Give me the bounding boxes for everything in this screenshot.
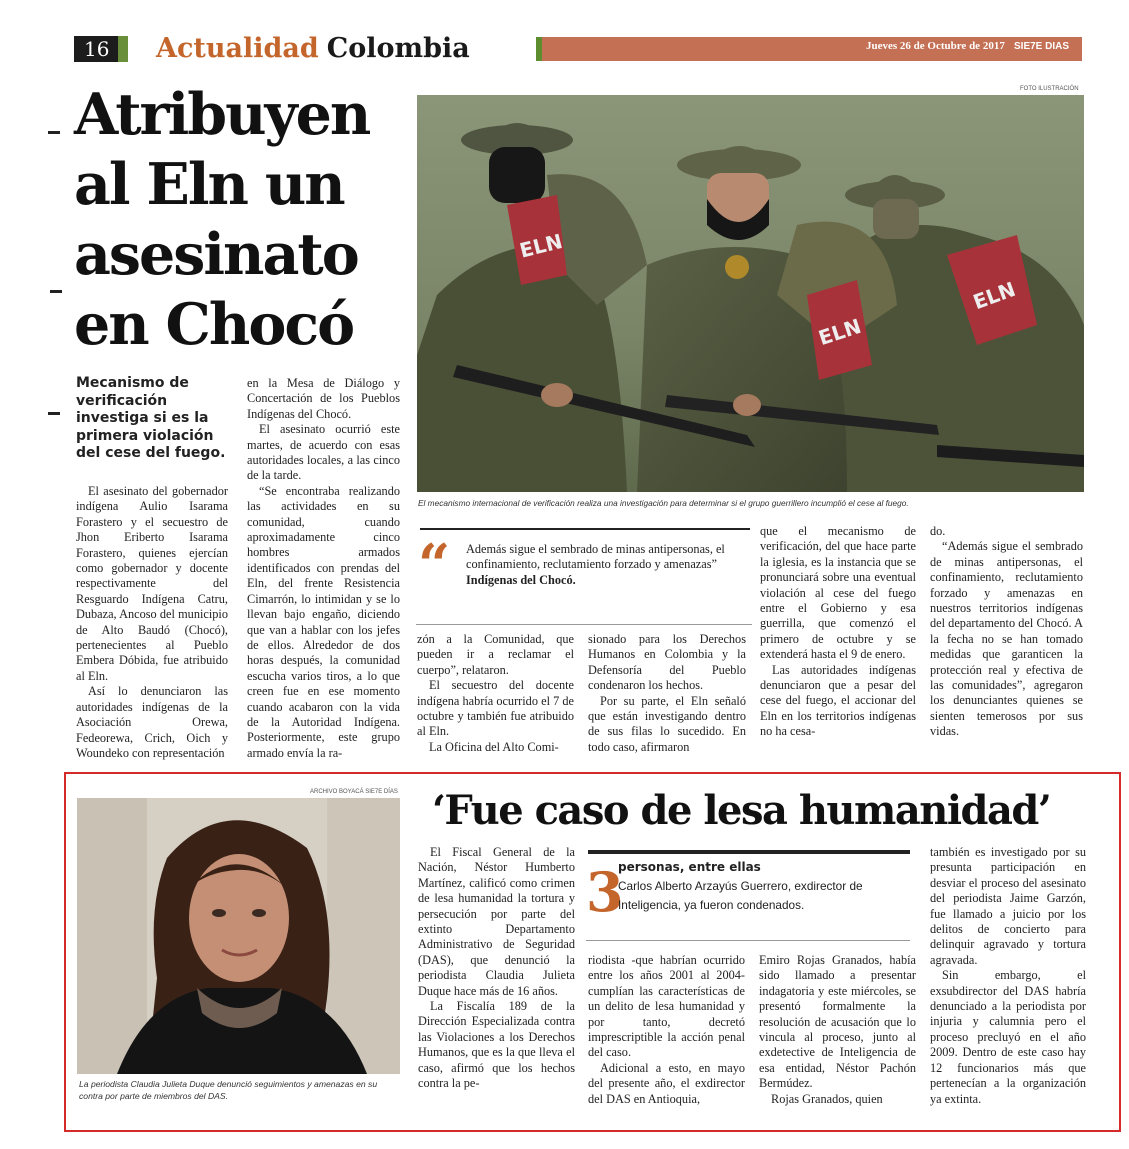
scan-mark [50, 290, 62, 293]
headline-line: Atribuyen [74, 81, 370, 148]
soldiers-photo [417, 95, 1084, 492]
scan-mark [48, 131, 60, 134]
headline-line: al Eln un [74, 151, 344, 218]
pullquote-source: Indígenas del Chocó. [466, 572, 576, 587]
svg-text:ELN: ELN [969, 276, 1019, 315]
headline-line: en Chocó [74, 291, 354, 358]
paragraph: Así lo denunciaron las autoridades indígenas de la Asociación Orewa, Fedeorewa, Crich, Oich y Woundeko con representación [76, 684, 228, 760]
woman-portrait-photo [77, 798, 400, 1074]
photo-caption: La periodista Claudia Julieta Duque denunció seguimientos y amenazas en su contra por parte de miembros del DAS. [79, 1079, 378, 1101]
photo-caption: El mecanismo internacional de verificación realiza una investigación para determinar si el grupo guerrillero incumplió el cese al fuego. [418, 498, 909, 508]
paragraph: “Además sigue el sembrado de minas antipersonas, el confinamiento, reclutamiento forzado y amenazas en nuestros territorios indígenas del departamento del Chocó. A la fecha no se han tomado medidas que garanticen la protección real y efectiva de las comunidades”, agregaron los denunciantes quienes se sienten temerosos por sus vidas. [930, 539, 1083, 739]
paragraph: riodista -que habrían ocurrido entre los años 2001 al 2004- cumplían las características de un delito de lesa humanidad y por tanto, decretó imprescriptible la acción penal del caso. [588, 953, 745, 1060]
stat-rule [588, 850, 910, 854]
svg-text:ELN: ELN [815, 313, 865, 351]
paragraph: do. [930, 524, 946, 538]
paragraph: en la Mesa de Diálogo y Concertación de los Pueblos Indígenas del Chocó. [247, 376, 400, 421]
photo-credit: ARCHIVO BOYACÁ SIE7E DÍAS [310, 789, 398, 795]
paragraph: que el mecanismo de verificación, del que hace parte la iglesia, es la instancia que se pronunciará sobre una eventual violación al cese del fuego entre el Gobierno y esa guerrilla, que comenzó el primero de octubre y se extenderá hasta el 9 de enero. [760, 524, 916, 662]
sidebar-column-1 [418, 845, 575, 1092]
sidebar-column-2 [588, 953, 745, 1107]
paragraph: Rojas Granados, quien [771, 1091, 883, 1106]
newspaper-brand: SIE7E DIAS [1014, 41, 1070, 52]
paragraph: Adicional a esto, en mayo del presente año, el exdirector del DAS en Antioquia, [588, 1060, 745, 1106]
article-column-4 [588, 632, 746, 755]
pullquote [466, 542, 748, 588]
article-column-1 [76, 484, 228, 761]
section-title [156, 32, 470, 66]
woman-portrait-illustration [77, 798, 400, 1074]
paragraph: La Oficina del Alto Comi- [429, 739, 559, 754]
quote-mark-icon: “ [418, 532, 451, 598]
paragraph: El Fiscal General de la Nación, Néstor Humberto Martínez, calificó como crimen de lesa humanidad la tortura y persecución por parte del extinto Departamento Administrativo de Seguridad (DAS), que denunció la periodista Claudia Julieta Duque hace más de 16 años. [418, 845, 575, 998]
subheadline: Mecanismo de verificación investiga si es la primera violación del cese del fuego. [76, 375, 226, 461]
paragraph: El asesinato del gobernador indígena Aulio Isarama Forastero y el secuestro de Jhon Eriberto Isarama Forastero, quienes ejercían como gobernador y docente respectivamente del Resguardo Indígena Catru, Dubaza, Ancoso del municipio de Alto Baudó (Chocó), pertenecientes al Pueblo Embera Dóbida, fue atribuido al Eln. [76, 484, 228, 683]
paragraph: La Fiscalía 189 de la Dirección Especializada contra las Violaciones a los Derechos Humanos, que es la que lleva el caso, afirmó que los hechos contra la pe- [418, 999, 575, 1091]
sidebar-column-3 [759, 953, 916, 1107]
stat-divider [586, 940, 910, 941]
page-number-accent [118, 36, 128, 62]
headline-line: asesinato [74, 221, 358, 288]
svg-text:ELN: ELN [517, 228, 565, 263]
article-column-6 [930, 524, 1083, 740]
header-band [536, 37, 1082, 61]
article-column-2 [247, 376, 400, 761]
paragraph: también es investigado por su presunta participación en desviar el proceso del asesinato del periodista Jaime Garzón, fue llamado a juicio por los delitos de concierto para delinquir agravado y tortura agravada. [930, 845, 1086, 967]
paragraph: “Se encontraba realizando las actividades en su comunidad, cuando aproximadamente cinco hombres armados identificados con prendas del Eln, del frente Resistencia Cimarrón, lo intimidan y se lo llevan bajo engaño, diciendo que van a hablar con los jefes de ellos. Alrededor de dos horas después, la comunidad escucha varios tiros, a lo que creen fue en ese momento cuando acabaron con la vida de la Autoridad Indígena. Posteriormente, este grupo armado envía la ra- [247, 483, 400, 760]
article-column-5 [760, 524, 916, 740]
section-region: Colombia [326, 33, 470, 64]
main-headline [74, 80, 414, 360]
paragraph: zón a la Comunidad, que pueden ir a reclamar el cuerpo”, relataron. [417, 632, 574, 677]
paragraph: Las autoridades indígenas denunciaron que a pesar del cese del fuego, el accionar del Eln en los territorios indígenas no ha cesa- [760, 662, 916, 739]
stat-number: 3 [586, 860, 624, 924]
paragraph: El secuestro del docente indígena habría ocurrido el 7 de octubre y también fue atribuido al Eln. [417, 678, 574, 739]
pullquote-divider [416, 624, 752, 625]
paragraph: El asesinato ocurrió este martes, de acuerdo con esas autoridades locales, a las cinco de la tarde. [247, 422, 400, 483]
page-number: 16 [74, 36, 120, 62]
article-column-3 [417, 632, 574, 755]
photo-credit: FOTO ILUSTRACIÓN [1020, 86, 1079, 92]
stat-description: Carlos Alberto Arzayús Guerrero, exdirector de Inteligencia, ya fueron condenados. [618, 879, 863, 912]
pullquote-text: Además sigue el sembrado de minas antipersonas, el confinamiento, reclutamiento forzado y amenazas” [466, 542, 725, 572]
paragraph: Emiro Rojas Granados, había sido llamado a presentar indagatoria y este miércoles, se presentó formalmente la resolución de acusación que lo vincula al proceso, junto al exdetective de Inteligencia de esa entidad, Néstor Pachón Bermúdez. [759, 953, 916, 1091]
pullquote-rule [420, 528, 750, 530]
section-name: Actualidad [156, 33, 319, 64]
page-header [70, 33, 1082, 64]
stat-label: personas, entre ellas [618, 860, 761, 874]
sidebar-headline: ‘Fue caso de lesa humanidad’ [432, 787, 1051, 834]
paragraph: Sin embargo, el exsubdirector del DAS habría denunciado a la periodista por injuria y calumnia pero el proceso precluyó en el año 2009. Dentro de este caso hay 12 funcionarios más que pertenecían a la organización ya extinta. [930, 968, 1086, 1106]
paragraph: sionado para los Derechos Humanos en Colombia y la Defensoría del Pueblo condenaron los hechos. [588, 632, 746, 693]
soldiers-photo-illustration [417, 95, 1084, 492]
scan-mark [48, 412, 60, 415]
header-band-accent [536, 37, 542, 61]
issue-date: Jueves 26 de Octubre de 2017 [866, 40, 1005, 52]
sidebar-column-4 [930, 845, 1086, 1107]
paragraph: Por su parte, el Eln señaló que están investigando dentro de sus filas lo sucedido. En todo caso, afirmaron [588, 693, 746, 754]
